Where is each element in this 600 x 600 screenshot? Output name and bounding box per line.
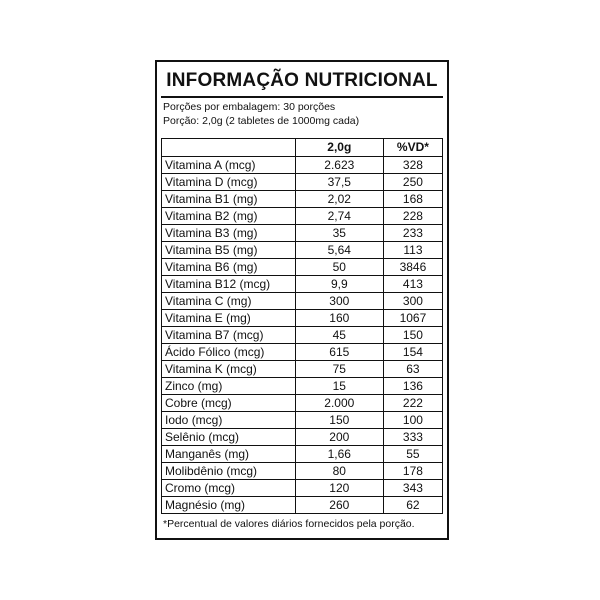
nutrient-amount: 300 [295, 293, 383, 310]
table-row [162, 412, 443, 429]
nutrient-name: Magnésio (mg) [162, 497, 296, 514]
nutrient-amount: 80 [295, 463, 383, 480]
nutrient-vd: 150 [383, 327, 442, 344]
table-row [162, 344, 443, 361]
nutrient-amount: 1,66 [295, 446, 383, 463]
nutrient-amount: 615 [295, 344, 383, 361]
nutrient-vd: 222 [383, 395, 442, 412]
table-row [162, 208, 443, 225]
nutrient-amount: 2,74 [295, 208, 383, 225]
table-row [162, 191, 443, 208]
nutrient-name: Molibdênio (mcg) [162, 463, 296, 480]
title-divider [161, 96, 443, 98]
nutrient-name: Zinco (mg) [162, 378, 296, 395]
nutrient-vd: 3846 [383, 259, 442, 276]
table-row [162, 327, 443, 344]
header-vd: %VD* [383, 139, 442, 157]
table-row [162, 242, 443, 259]
nutrient-vd: 250 [383, 174, 442, 191]
table-body [162, 157, 443, 514]
nutrient-vd: 55 [383, 446, 442, 463]
nutrient-amount: 35 [295, 225, 383, 242]
nutrient-amount: 5,64 [295, 242, 383, 259]
table-row [162, 480, 443, 497]
nutrient-amount: 2.000 [295, 395, 383, 412]
table-row [162, 463, 443, 480]
nutrient-vd: 100 [383, 412, 442, 429]
nutrient-vd: 136 [383, 378, 442, 395]
serving-size: Porção: 2,0g (2 tabletes de 1000mg cada) [163, 115, 360, 127]
nutrient-vd: 413 [383, 276, 442, 293]
nutrient-amount: 150 [295, 412, 383, 429]
nutrient-vd: 233 [383, 225, 442, 242]
nutrient-name: Cobre (mcg) [162, 395, 296, 412]
nutrient-name: Manganês (mg) [162, 446, 296, 463]
nutrient-name: Vitamina D (mcg) [162, 174, 296, 191]
nutrient-vd: 300 [383, 293, 442, 310]
nutrient-vd: 154 [383, 344, 442, 361]
table-row [162, 429, 443, 446]
nutrient-vd: 328 [383, 157, 442, 174]
nutrient-vd: 113 [383, 242, 442, 259]
nutrient-amount: 50 [295, 259, 383, 276]
label-title: INFORMAÇÃO NUTRICIONAL [166, 70, 438, 91]
nutrient-amount: 15 [295, 378, 383, 395]
nutrient-name: Vitamina K (mcg) [162, 361, 296, 378]
nutrient-name: Cromo (mcg) [162, 480, 296, 497]
nutrient-name: Vitamina B1 (mg) [162, 191, 296, 208]
nutrient-name: Vitamina E (mg) [162, 310, 296, 327]
nutrient-name: Vitamina B3 (mg) [162, 225, 296, 242]
servings-per-package: Porções por embalagem: 30 porções [163, 101, 336, 113]
header-blank [162, 139, 296, 157]
nutrient-vd: 228 [383, 208, 442, 225]
nutrient-amount: 200 [295, 429, 383, 446]
nutrient-amount: 2,02 [295, 191, 383, 208]
nutrient-vd: 62 [383, 497, 442, 514]
nutrient-amount: 37,5 [295, 174, 383, 191]
nutrient-name: Vitamina B6 (mg) [162, 259, 296, 276]
nutrient-name: Vitamina B5 (mg) [162, 242, 296, 259]
table-row [162, 293, 443, 310]
table-row [162, 259, 443, 276]
nutrient-amount: 160 [295, 310, 383, 327]
nutrient-name: Vitamina A (mcg) [162, 157, 296, 174]
table-row [162, 497, 443, 514]
nutrient-vd: 178 [383, 463, 442, 480]
table-row [162, 157, 443, 174]
nutrient-name: Vitamina C (mg) [162, 293, 296, 310]
table-row [162, 446, 443, 463]
table-row [162, 310, 443, 327]
table-row [162, 395, 443, 412]
nutrient-amount: 45 [295, 327, 383, 344]
nutrient-amount: 75 [295, 361, 383, 378]
nutrient-amount: 2.623 [295, 157, 383, 174]
nutrient-name: Vitamina B2 (mg) [162, 208, 296, 225]
nutrient-amount: 260 [295, 497, 383, 514]
nutrient-name: Iodo (mcg) [162, 412, 296, 429]
nutrient-name: Vitamina B12 (mcg) [162, 276, 296, 293]
nutrient-name: Ácido Fólico (mcg) [162, 344, 296, 361]
nutrient-name: Vitamina B7 (mcg) [162, 327, 296, 344]
nutrient-name: Selênio (mcg) [162, 429, 296, 446]
nutrient-amount: 120 [295, 480, 383, 497]
nutrient-vd: 1067 [383, 310, 442, 327]
nutrition-table [161, 138, 443, 514]
table-row [162, 225, 443, 242]
nutrient-vd: 168 [383, 191, 442, 208]
nutrition-label [155, 60, 449, 540]
table-row [162, 361, 443, 378]
header-amount: 2,0g [295, 139, 383, 157]
table-header-row [162, 139, 443, 157]
table-row [162, 174, 443, 191]
table-row [162, 276, 443, 293]
nutrient-vd: 333 [383, 429, 442, 446]
nutrient-vd: 343 [383, 480, 442, 497]
footnote: *Percentual de valores diários fornecidos pela porção. [163, 518, 415, 530]
table-row [162, 378, 443, 395]
nutrient-vd: 63 [383, 361, 442, 378]
nutrient-amount: 9,9 [295, 276, 383, 293]
